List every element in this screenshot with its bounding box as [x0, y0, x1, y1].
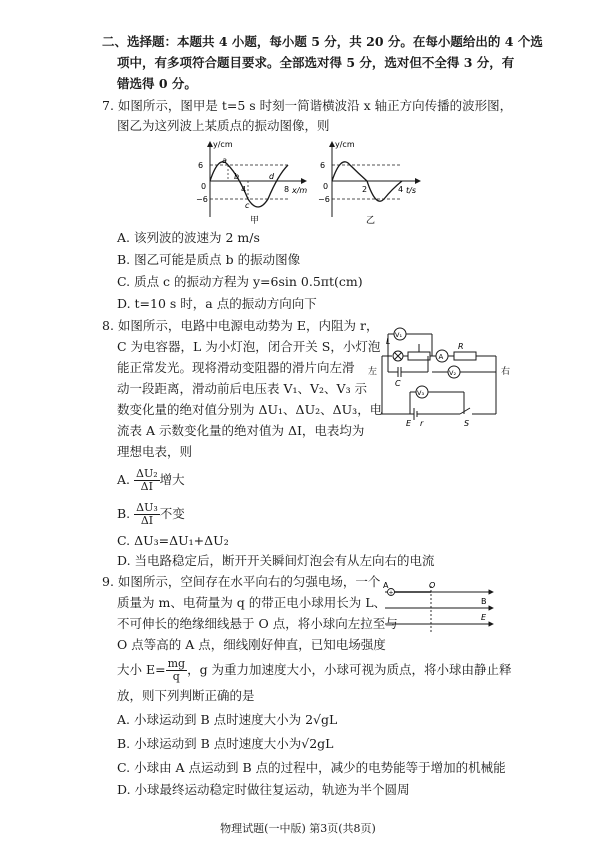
fraction [134, 502, 160, 527]
label-A: A [438, 353, 444, 361]
numerator: ΔU₃ [136, 501, 158, 514]
tick-x8: 8 [284, 185, 290, 194]
denominator: ΔI [140, 514, 154, 527]
label-O: O [429, 581, 436, 590]
label-C: C [395, 379, 401, 388]
label-E: E [481, 613, 487, 622]
q9-option-c: C. 小球由 A 点运动到 B 点的过程中，减少的电势能等于增加的机械能 [117, 760, 506, 775]
point-a: a [222, 156, 227, 165]
q8-option-d: D. 当电路稳定后，断开开关瞬间灯泡会有从左向右的电流 [117, 553, 435, 568]
q8-circuit-figure [368, 322, 514, 430]
tick-pos: 6 [320, 161, 326, 170]
x-axis-label: x/m [292, 186, 308, 195]
label-E: E [406, 419, 412, 428]
option-tail: 不变 [159, 506, 185, 521]
switch-icon [460, 408, 470, 414]
label-V2: V₂ [449, 369, 457, 377]
q7-option-b: B. 图乙可能是质点 b 的振动图像 [117, 252, 301, 267]
section-header-line-2: 项中，有多项符合题目要求。全部选对得 5 分，选对但不全得 3 分，有 [117, 55, 515, 70]
option-label: A. [117, 472, 131, 487]
tick-neg: −6 [318, 195, 330, 204]
q9-stem-line-2: 质量为 m、电荷量为 q 的带正电小球用长为 L、 [117, 595, 387, 610]
q9-option-a: A. 小球运动到 B 点时速度大小为 2√gL [117, 712, 338, 727]
fraction [134, 468, 160, 493]
q7-option-c: C. 质点 c 的振动方程为 y=6sin 0.5πt(cm) [117, 274, 363, 289]
x-axis-label: t/s [406, 186, 416, 195]
q8-stem-line-5: 数变化量的绝对值分别为 ΔU₁、ΔU₂、ΔU₃，电 [117, 402, 383, 417]
denominator: ΔI [140, 480, 153, 493]
tick-x4: 4 [241, 185, 247, 194]
q7-option-a: A. 该列波的波速为 2 m/s [117, 230, 260, 245]
label-right: 右 [501, 367, 511, 377]
page-footer: 物理试题(一中版) 第3页(共8页) [220, 822, 376, 835]
y-axis-label: y/cm [335, 140, 355, 149]
text-part: ，g 为重力加速度大小，小球可视为质点，将小球由静止释 [187, 662, 512, 677]
section-header-line-3: 错选得 0 分。 [117, 76, 197, 91]
tick-x4: 4 [398, 185, 404, 194]
q8-option-b [117, 500, 185, 528]
point-d: d [269, 172, 275, 181]
tick-x2: 2 [362, 185, 368, 194]
tick-pos: 6 [198, 161, 204, 170]
y-axis-label: y/cm [213, 140, 233, 149]
section-header-line-1: 二、选择题：本题共 4 小题，每小题 5 分，共 20 分。在每小题给出的 4 个选 [102, 34, 543, 49]
resistor-icon [454, 352, 476, 360]
label-V3: V₃ [417, 389, 425, 397]
origin: 0 [201, 182, 207, 191]
q7-option-d: D. t=10 s 时，a 点的振动方向向下 [117, 296, 317, 311]
q7-figure-yi [318, 137, 428, 227]
q8-stem-line-6: 流表 A 示数变化量的绝对值为 ΔI，电表均为 [117, 423, 365, 438]
tick-neg: −6 [196, 195, 208, 204]
q8-stem-line-7: 理想电表，则 [117, 444, 193, 459]
q9-stem-line-4: O 点等高的 A 点，细线刚好伸直，已知电场强度 [117, 637, 386, 652]
fraction [166, 658, 187, 683]
q8-stem-line-3: 能正常发光。现将滑动变阻器的滑片向左滑 [117, 360, 355, 375]
option-tail: 增大 [159, 472, 185, 487]
numerator: mg [167, 657, 186, 670]
q9-stem-line-3: 不可伸长的绝缘细线悬于 O 点，将小球向左拉至与 [117, 616, 398, 631]
caption-jia: 甲 [250, 216, 260, 226]
label-A: A [383, 581, 389, 590]
q9-stem-line-5 [117, 656, 512, 684]
label-L: L [386, 337, 391, 346]
q8-option-c: C. ΔU₃=ΔU₁+ΔU₂ [117, 533, 229, 548]
caption-yi: 乙 [366, 216, 376, 226]
q8-option-a [117, 466, 185, 494]
q7-figure-jia [196, 137, 316, 227]
point-b: b [234, 172, 240, 181]
q7-stem-line-1: 7. 如图所示，图甲是 t=5 s 时刻一简谐横波沿 x 轴正方向传播的波形图， [102, 98, 513, 113]
q8-stem-line-4: 动一段距离，滑动前后电压表 V₁、V₂、V₃ 示 [117, 381, 368, 396]
q9-option-d: D. 小球最终运动稳定时做往复运动，轨迹为半个圆周 [117, 782, 410, 797]
q8-stem-line-1: 8. 如图所示，电路中电源电动势为 E，内阻为 r， [102, 318, 379, 333]
label-left: 左 [368, 367, 378, 377]
origin: 0 [323, 182, 329, 191]
label-S: S [464, 419, 470, 428]
denominator: q [172, 670, 180, 683]
option-label: B. [117, 506, 131, 521]
q9-stem-line-6: 放，则下列判断正确的是 [117, 688, 255, 703]
q8-stem-line-2: C 为电容器，L 为小灯泡，闭合开关 S，小灯泡 [117, 339, 381, 354]
point-c: c [245, 201, 250, 210]
text-part: 大小 E= [117, 662, 166, 677]
label-V1: V₁ [395, 331, 403, 339]
rheostat-icon [408, 352, 430, 360]
label-r: r [420, 419, 424, 428]
q9-stem-line-1: 9. 如图所示，空间存在水平向右的匀强电场，一个 [102, 574, 381, 589]
numerator: ΔU₂ [136, 467, 158, 480]
plus-sign: + [388, 589, 394, 597]
q9-option-b: B. 小球运动到 B 点时速度大小为√2gL [117, 736, 334, 751]
vibration-curve [332, 162, 402, 201]
q9-field-figure [383, 578, 501, 638]
label-R: R [458, 342, 464, 351]
label-B: B [481, 597, 487, 606]
q7-stem-line-2: 图乙为这列波上某质点的振动图像，则 [117, 118, 330, 133]
